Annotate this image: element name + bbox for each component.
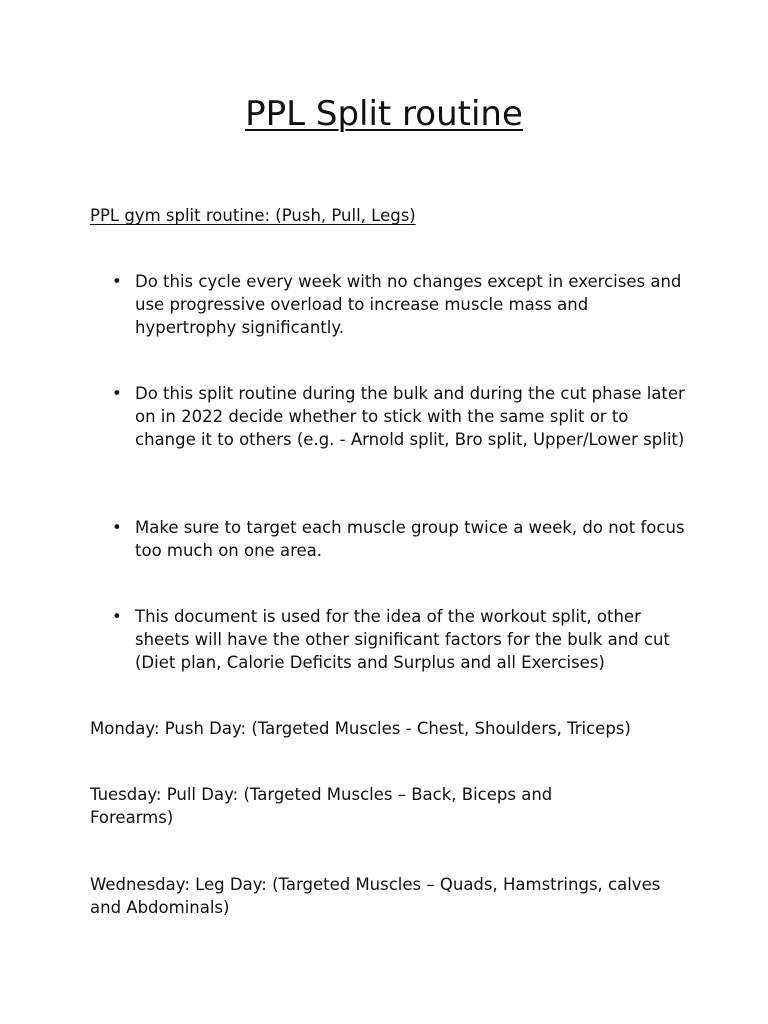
bullet-text: This document is used for the idea of the workout split, other sheets will have the other significant factors for the bulk and cut (Diet plan, Calorie Deficits and Surplus and all Exercises) bbox=[135, 607, 670, 672]
bullet-text: Do this split routine during the bulk and during the cut phase later on in 2022 decide whether to stick with the same split or to change it to others (e.g. - Arnold split, Bro split, Upper/Lower split) bbox=[135, 384, 685, 449]
document-subtitle: PPL gym split routine: (Push, Pull, Legs) bbox=[90, 206, 416, 225]
day-monday: Monday: Push Day: (Targeted Muscles - Chest, Shoulders, Triceps) bbox=[90, 719, 631, 738]
bullet-text: Make sure to target each muscle group twice a week, do not focus too much on one area. bbox=[135, 518, 685, 560]
bullet-icon: • bbox=[112, 272, 122, 291]
day-tuesday: Tuesday: Pull Day: (Targeted Muscles – Back, Biceps and Forearms) bbox=[90, 785, 553, 827]
bullet-text: Do this cycle every week with no changes except in exercises and use progressive overload to increase muscle mass and hypertrophy significantly. bbox=[135, 272, 682, 337]
bullet-icon: • bbox=[112, 607, 122, 626]
day-wednesday: Wednesday: Leg Day: (Targeted Muscles – Quads, Hamstrings, calves and Abdominals) bbox=[90, 875, 661, 917]
bullet-icon: • bbox=[112, 518, 122, 537]
bullet-icon: • bbox=[112, 384, 122, 403]
document-title: PPL Split routine bbox=[245, 94, 523, 134]
